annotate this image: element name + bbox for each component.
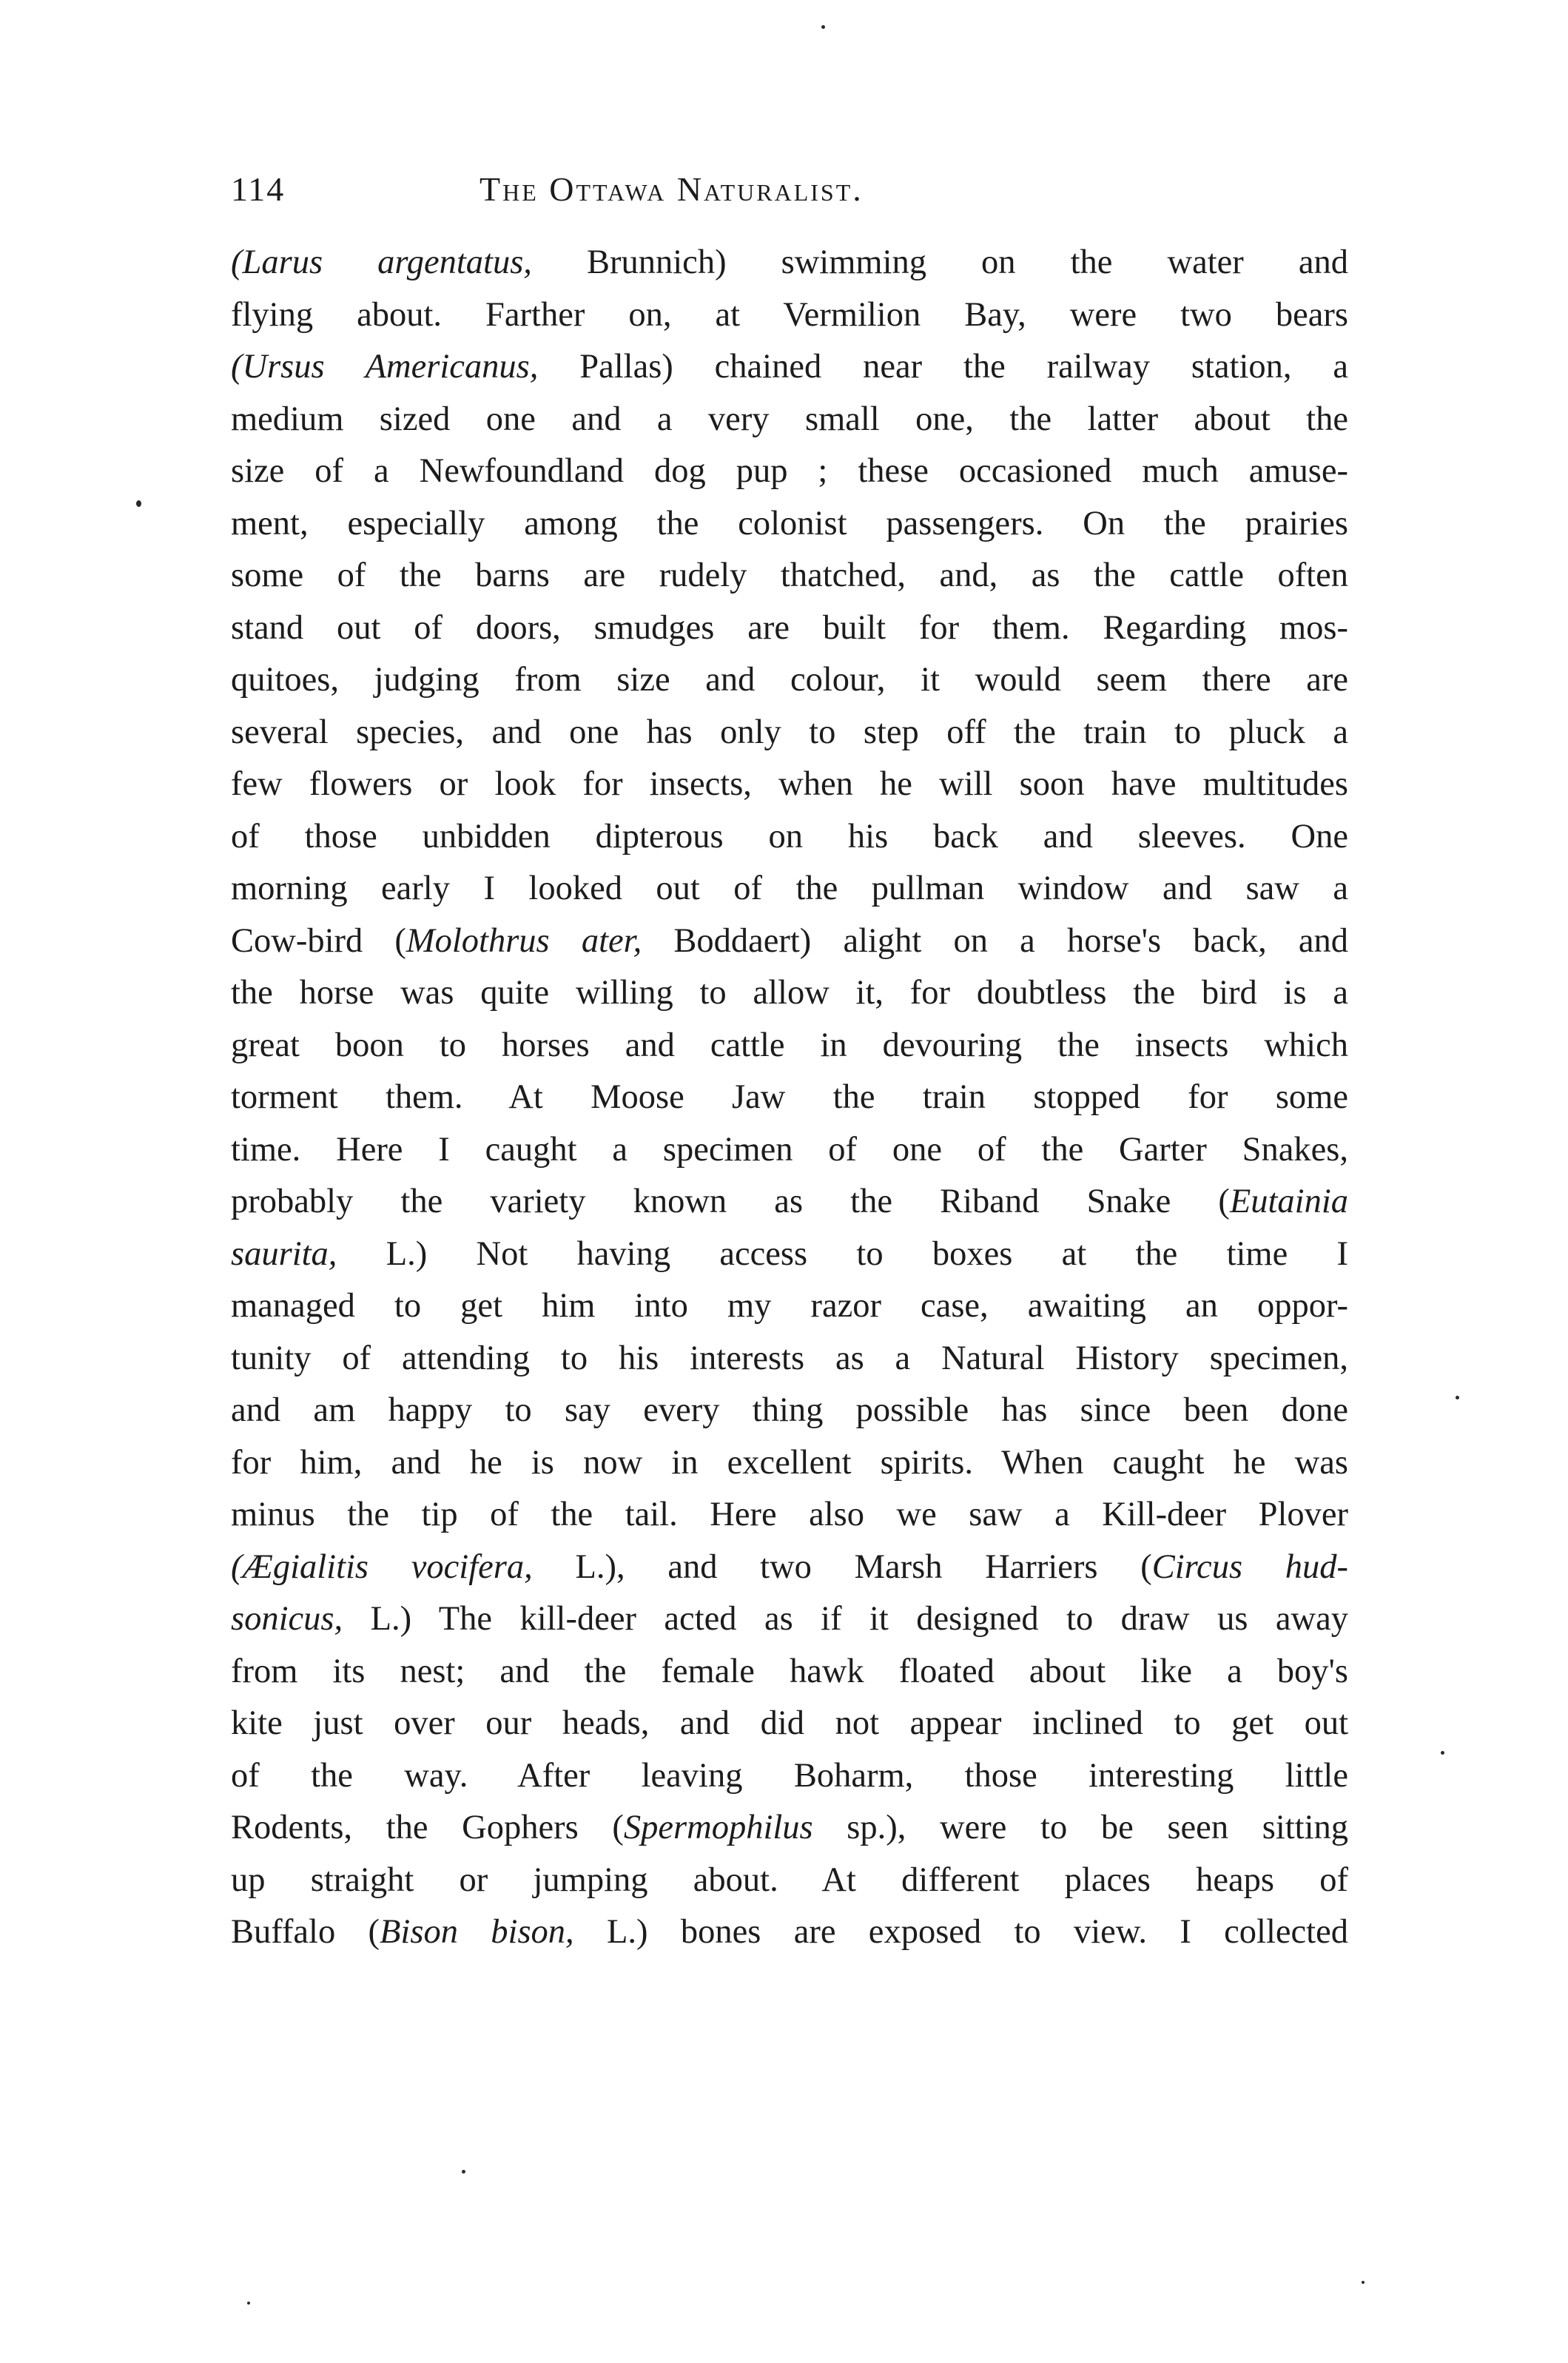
scan-speck <box>1456 1396 1459 1399</box>
text-line <box>231 707 1348 759</box>
italic-text: Molothrus ater, <box>406 921 642 960</box>
text-line <box>231 289 1348 342</box>
text-run: medium sized one and a very small one, the latter about the <box>231 400 1348 438</box>
text-run: Brunnich) swimming on the water and <box>531 243 1348 281</box>
text-run: managed to get him into my razor case, awaiting an oppor- <box>231 1287 1348 1325</box>
text-run: L.) bones are exposed to view. I collected <box>573 1913 1348 1951</box>
text-line <box>231 1020 1348 1072</box>
text-line <box>231 1802 1348 1855</box>
text-run: torment them. At Moose Jaw the train stopped for some <box>231 1078 1348 1116</box>
text-line <box>231 1906 1348 1959</box>
scan-speck <box>462 2170 465 2174</box>
text-run: L.), and two Marsh Harriers ( <box>532 1547 1152 1586</box>
italic-text: Circus hud- <box>1151 1547 1348 1586</box>
text-line <box>231 1072 1348 1124</box>
text-run: L.) Not having access to boxes at the time I <box>337 1234 1348 1273</box>
text-line <box>231 1385 1348 1437</box>
text-run: minus the tip of the tail. Here also we saw a Kill-deer Plover <box>231 1496 1348 1533</box>
text-run: time. Here I caught a specimen of one of the Garter Snakes, <box>231 1130 1348 1169</box>
page-number: 114 <box>231 170 286 208</box>
body-text <box>231 237 1348 1959</box>
text-run: L.) The kill-deer acted as if it designed to draw us away <box>343 1600 1348 1638</box>
text-run: kite just over our heads, and did not appear inclined to get out <box>231 1704 1348 1742</box>
text-line <box>231 498 1348 551</box>
text-run: the horse was quite willing to allow it, for doubtless the bird is a <box>231 974 1348 1012</box>
text-line <box>231 1489 1348 1542</box>
text-line <box>231 446 1348 498</box>
text-line <box>231 1750 1348 1803</box>
text-run: for him, and he is now in excellent spirits. When caught he was <box>231 1443 1348 1482</box>
text-run: morning early I looked out of the pullman window and saw a <box>231 870 1348 907</box>
text-line <box>231 1437 1348 1490</box>
italic-text: Eutainia <box>1229 1183 1348 1220</box>
text-line <box>231 602 1348 655</box>
italic-text: Bison bison, <box>380 1913 574 1951</box>
journal-title: The Ottawa Naturalist. <box>480 170 864 208</box>
italic-text: (Larus argentatus, <box>231 243 532 281</box>
text-line <box>231 1855 1348 1907</box>
italic-text: sonicus, <box>231 1600 343 1638</box>
text-run: probably the variety known as the Riband Snake ( <box>231 1183 1230 1220</box>
text-line <box>231 654 1348 707</box>
text-run: flying about. Farther on, at Vermilion Bay, were two bears <box>231 295 1348 334</box>
scan-speck <box>247 2302 250 2305</box>
text-run: Rodents, the Gophers ( <box>231 1809 624 1846</box>
italic-text: (Ægialitis vocifera, <box>231 1547 533 1586</box>
text-run: quitoes, judging from size and colour, it would seem there are <box>231 661 1348 699</box>
text-run: Boddaert) alight on a horse's back, and <box>642 921 1349 960</box>
text-line <box>231 1646 1348 1698</box>
text-line <box>231 1176 1348 1228</box>
text-line <box>231 811 1348 864</box>
text-line <box>231 863 1348 915</box>
text-run: Buffalo ( <box>231 1913 380 1951</box>
text-line <box>231 759 1348 811</box>
text-run: stand out of doors, smudges are built for them. Regarding mos- <box>231 608 1348 647</box>
text-run: from its nest; and the female hawk floated about like a boy's <box>231 1652 1348 1690</box>
text-run: few flowers or look for insects, when he will soon have multitudes <box>231 765 1348 803</box>
text-run: great boon to horses and cattle in devouring the insects which <box>231 1026 1348 1064</box>
text-run: and am happy to say every thing possible has since been done <box>231 1391 1348 1429</box>
text-run: several species, and one has only to step off the train to pluck a <box>231 713 1348 751</box>
italic-text: Spermophilus <box>623 1809 813 1846</box>
text-line <box>231 1280 1348 1333</box>
text-line <box>231 1333 1348 1385</box>
italic-text: (Ursus Americanus, <box>231 348 539 386</box>
text-run: Cow-bird ( <box>231 921 406 960</box>
text-run: sp.), were to be seen sitting <box>812 1809 1348 1846</box>
text-line <box>231 1124 1348 1177</box>
text-run: some of the barns are rudely thatched, and, as the cattle often <box>231 557 1348 594</box>
text-run: Pallas) chained near the railway station, a <box>538 348 1349 386</box>
italic-text: saurita, <box>231 1234 337 1273</box>
text-line <box>231 1542 1348 1594</box>
text-line <box>231 394 1348 446</box>
scan-speck <box>1362 2281 1365 2284</box>
scan-speck <box>821 25 825 29</box>
text-line <box>231 341 1348 394</box>
text-line <box>231 1593 1348 1646</box>
text-run: of the way. After leaving Boharm, those interesting little <box>231 1756 1348 1795</box>
text-run: ment, especially among the colonist passengers. On the prairies <box>231 504 1348 542</box>
text-run: size of a Newfoundland dog pup ; these occasioned much amuse- <box>231 452 1348 490</box>
text-line <box>231 237 1348 289</box>
text-line <box>231 967 1348 1020</box>
text-run: of those unbidden dipterous on his back and sleeves. One <box>231 817 1348 856</box>
running-head <box>231 167 1348 212</box>
text-line <box>231 1228 1348 1281</box>
text-line <box>231 1698 1348 1750</box>
text-line <box>231 550 1348 602</box>
text-run: up straight or jumping about. At different places heaps of <box>231 1861 1348 1899</box>
scan-speck <box>1441 1751 1444 1755</box>
text-line <box>231 915 1348 968</box>
text-run: tunity of attending to his interests as a Natural History specimen, <box>231 1339 1348 1377</box>
scan-speck <box>136 500 141 507</box>
